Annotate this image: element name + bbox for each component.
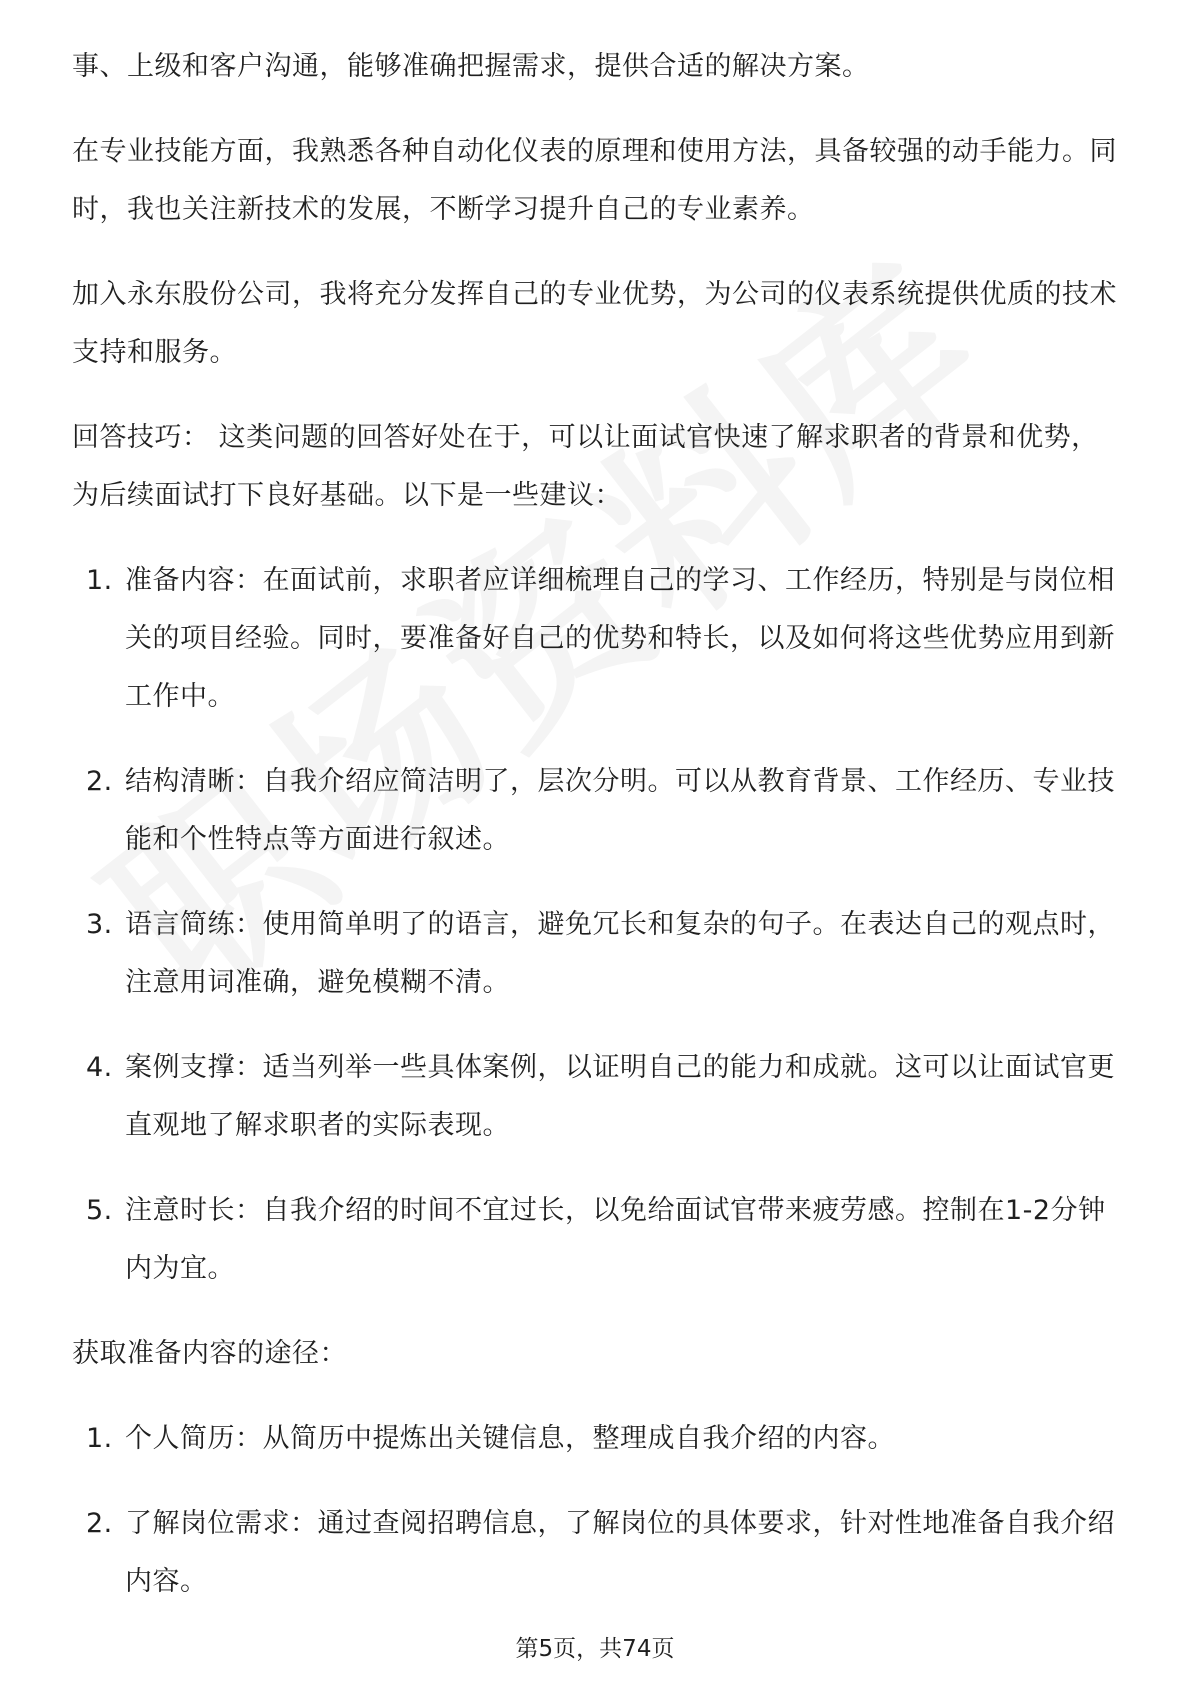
list-number: 5. [86, 1195, 113, 1226]
page-number-footer: 第5页，共74页 [515, 1636, 675, 1662]
list-item [72, 896, 1122, 1012]
list-number: 2. [86, 1508, 113, 1539]
list-item-text: 结构清晰：自我介绍应简洁明了，层次分明。可以从教育背景、工作经历、专业技能和个性特点等方面进行叙述。 [125, 766, 1115, 855]
list-number: 1. [86, 1423, 113, 1454]
list-item-text: 案例支撑：适当列举一些具体案例，以证明自己的能力和成就。这可以让面试官更直观地了解求职者的实际表现。 [125, 1052, 1115, 1141]
sources-heading: 获取准备内容的途径： [72, 1338, 347, 1369]
list-item [72, 753, 1122, 869]
paragraph-skills: 在专业技能方面，我熟悉各种自动化仪表的原理和使用方法，具备较强的动手能力。同时，我也关注新技术的发展，不断学习提升自己的专业素养。 [72, 136, 1117, 225]
sources-list [72, 1410, 1122, 1611]
list-item-text: 准备内容：在面试前，求职者应详细梳理自己的学习、工作经历，特别是与岗位相关的项目经验。同时，要准备好自己的优势和特长，以及如何将这些优势应用到新工作中。 [125, 565, 1115, 712]
list-item [72, 1182, 1122, 1298]
paragraph-continued: 事、上级和客户沟通，能够准确把握需求，提供合适的解决方案。 [72, 51, 870, 82]
list-item [72, 552, 1122, 726]
list-item [72, 1495, 1122, 1611]
list-item-text: 注意时长：自我介绍的时间不宜过长，以免给面试官带来疲劳感。控制在1-2分钟内为宜。 [125, 1195, 1106, 1284]
list-item-text: 了解岗位需求：通过查阅招聘信息，了解岗位的具体要求，针对性地准备自我介绍内容。 [125, 1508, 1115, 1597]
list-item [72, 1410, 1122, 1468]
list-item-text: 语言简练：使用简单明了的语言，避免冗长和复杂的句子。在表达自己的观点时，注意用词准确，避免模糊不清。 [125, 909, 1115, 998]
document-body [72, 38, 1122, 1638]
list-number: 1. [86, 565, 113, 596]
list-item [72, 1039, 1122, 1155]
tips-list [72, 552, 1122, 1298]
list-number: 4. [86, 1052, 113, 1083]
list-item-text: 个人简历：从简历中提炼出关键信息，整理成自我介绍的内容。 [125, 1423, 895, 1454]
paragraph-join-company: 加入永东股份公司，我将充分发挥自己的专业优势，为公司的仪表系统提供优质的技术支持和服务。 [72, 279, 1117, 368]
paragraph-answer-tips: 回答技巧： 这类问题的回答好处在于，可以让面试官快速了解求职者的背景和优势，为后续面试打下良好基础。以下是一些建议： [72, 422, 1099, 511]
list-number: 3. [86, 909, 113, 940]
list-number: 2. [86, 766, 113, 797]
